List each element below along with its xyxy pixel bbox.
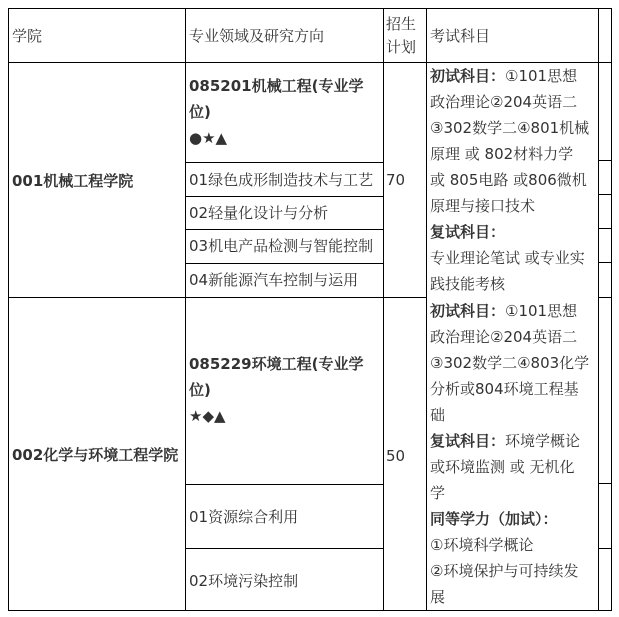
college-name: 002化学与环境工程学院 [12, 446, 179, 464]
research-direction: 04新能源汽车控制与运用 [189, 271, 359, 289]
exam-line [430, 271, 505, 297]
exam-line [430, 532, 533, 558]
grid-line [8, 610, 612, 611]
grid-line [598, 160, 612, 161]
exam-line [430, 584, 445, 610]
enrollment-quota: 70 [386, 171, 406, 189]
research-direction: 02轻量化设计与分析 [189, 204, 329, 222]
exam-text: 践技能考核 [430, 275, 506, 293]
major-name: 085201机械工程(专业学 [189, 77, 364, 95]
exam-text: 环境学概论 [505, 432, 581, 450]
header-quota-line2: 计划 [386, 38, 417, 56]
grid-line [598, 548, 612, 549]
exam-line [430, 480, 445, 506]
exam-text: 政治理论②204英语二 [430, 328, 578, 346]
grid-line [598, 262, 612, 263]
exam-line [430, 324, 577, 350]
header-field: 专业领域及研究方向 [189, 27, 325, 45]
major-name-cont: 位) [189, 381, 211, 399]
exam-text: ①101思想 [505, 67, 578, 85]
exam-line [430, 89, 577, 115]
exam-label: 同等学力（加试）： [430, 510, 558, 528]
grid-line [611, 8, 612, 611]
exam-line [430, 506, 558, 532]
exam-text: 政治理论②204英语二 [430, 93, 578, 111]
exam-text: 展 [430, 588, 446, 606]
research-direction: 03机电产品检测与智能控制 [189, 237, 374, 255]
grid-line [185, 8, 186, 611]
exam-line [430, 376, 579, 402]
exam-text: ③302数学二④803化学 [430, 354, 590, 372]
exam-text: 专业理论笔试 或专业实 [430, 249, 585, 267]
exam-line [430, 219, 505, 245]
header-quota-line1: 招生 [386, 15, 417, 33]
major-symbols: ★◆▲ [189, 407, 226, 425]
major-name: 085229环境工程(专业学 [189, 355, 364, 373]
exam-text: ③302数学二④801机械 [430, 119, 590, 137]
grid-line [8, 297, 426, 298]
enrollment-quota: 50 [386, 447, 406, 465]
exam-line [430, 402, 445, 428]
exam-label: 初试科目： [430, 67, 506, 85]
header-exams: 考试科目 [430, 27, 491, 45]
grid-line [8, 8, 612, 9]
exam-line [430, 558, 578, 584]
exam-label: 复试科目： [430, 432, 506, 450]
research-direction: 01绿色成形制造技术与工艺 [189, 171, 374, 189]
exam-text: 原理 或 802材料力学 [430, 145, 574, 163]
grid-line [598, 297, 612, 298]
exam-text: ②环境保护与可持续发 [430, 562, 579, 580]
exam-text: 或环境监测 或 无机化 [430, 458, 575, 476]
grid-line [598, 483, 612, 484]
exam-line [430, 63, 577, 89]
header-college: 学院 [12, 27, 43, 45]
grid-line [598, 8, 599, 611]
grid-line [185, 548, 384, 549]
grid-line [598, 194, 612, 195]
exam-line [430, 245, 585, 271]
grid-line [185, 229, 384, 230]
grid-line [185, 484, 384, 485]
research-direction: 02环境污染控制 [189, 572, 299, 590]
exam-line [430, 193, 535, 219]
exam-line [430, 454, 575, 480]
college-name: 001机械工程学院 [12, 172, 134, 190]
exam-line [430, 428, 580, 454]
grid-line [8, 8, 9, 611]
exam-line [430, 350, 589, 376]
exam-line [430, 115, 589, 141]
grid-line [185, 263, 384, 264]
exam-text: 或 805电路 或806微机 [430, 171, 587, 189]
exam-text: 学 [430, 484, 446, 502]
exam-line [430, 298, 577, 324]
research-direction: 01资源综合利用 [189, 508, 299, 526]
exam-text: 分析或804环境工程基 [430, 380, 579, 398]
grid-line [185, 196, 384, 197]
exam-text: ①101思想 [505, 302, 578, 320]
exam-label: 初试科目： [430, 302, 506, 320]
exam-line [430, 167, 587, 193]
grid-line [598, 228, 612, 229]
exam-line [430, 141, 573, 167]
grid-line [426, 8, 427, 611]
exam-text: ①环境科学概论 [430, 536, 534, 554]
exam-label: 复试科目： [430, 223, 506, 241]
grid-line [185, 162, 384, 163]
major-symbols: ●★▲ [189, 129, 228, 147]
major-name-cont: 位) [189, 103, 211, 121]
exam-text: 原理与接口技术 [430, 197, 536, 215]
grid-line [383, 8, 384, 611]
exam-text: 础 [430, 406, 446, 424]
